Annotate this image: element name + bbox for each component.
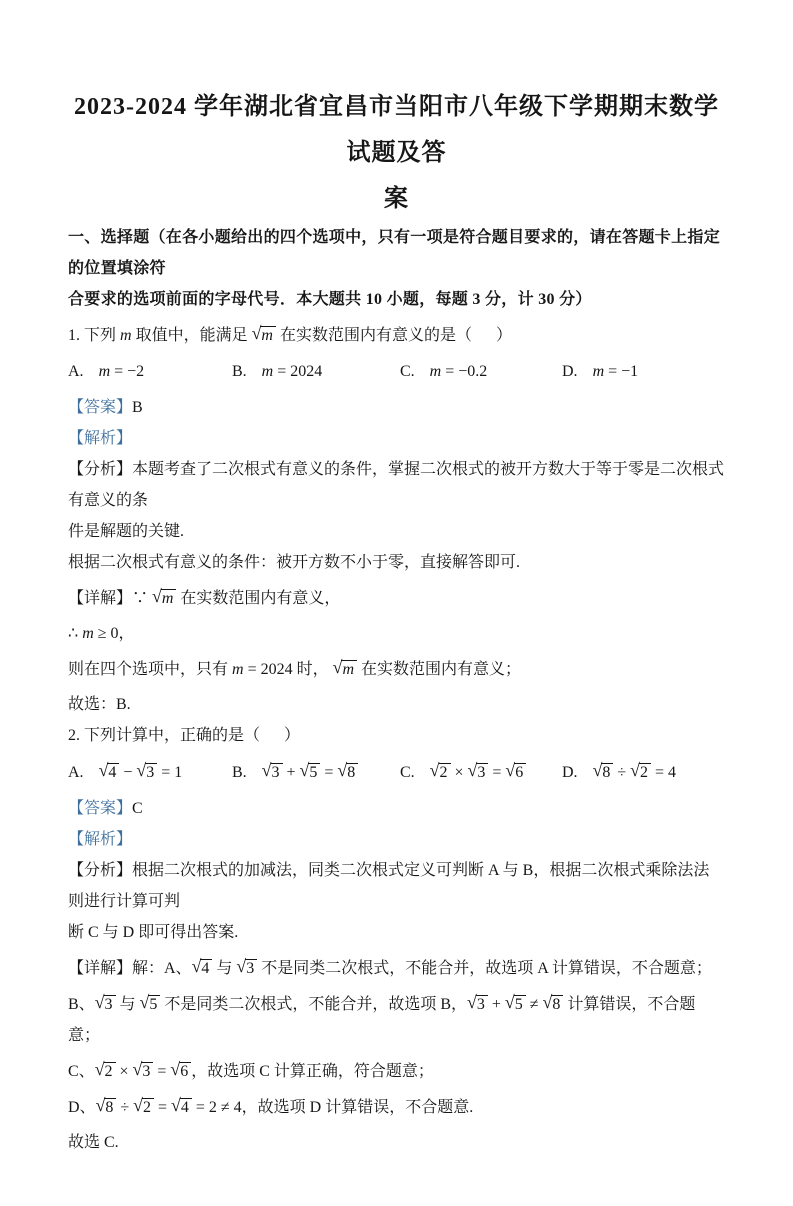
text-segment: + [487,996,505,1013]
sqrt-expression [333,653,357,685]
text-segment: 一、选择题（在各小题给出的四个选项中，只有一项是符合题目要求的，请在答题卡上指定的位置填涂符 [68,229,721,277]
option-label: C. [400,363,415,380]
q1-options-a [68,356,232,387]
text-segment: 断 C 与 D 即可得出答案. [68,924,239,941]
option-label: A. [68,363,84,380]
radicand: 2 [104,1062,116,1081]
radicand: 3 [104,995,116,1014]
text-segment: m [98,363,111,380]
text-segment: = [154,1099,172,1116]
sqrt-expression [236,952,257,984]
radical-sign-icon: √ [94,1059,105,1079]
sqrt-expression [140,988,161,1020]
radical-sign-icon: √ [504,992,515,1012]
text-segment: = [488,764,506,781]
text-segment: 件是解题的关键. [68,523,185,540]
radicand: 5 [308,763,320,782]
text-segment: = [320,764,338,781]
text-segment: m [429,363,442,380]
q2-options-b [232,756,400,788]
text-segment: ∴ [68,625,83,642]
text-segment: m [592,363,605,380]
radical-sign-icon: √ [191,956,202,976]
radicand: m [341,660,357,679]
radical-sign-icon: √ [467,760,478,780]
q2-options-a [68,756,232,788]
radicand: 6 [179,1062,191,1081]
radical-sign-icon: √ [139,992,150,1012]
q1-options-b [232,356,400,387]
text-segment: + [282,764,300,781]
bracket-label: 【解析】 [68,430,133,447]
q1-answer [68,392,725,423]
document-body [68,222,725,1158]
text-segment: 故选：B. [68,696,131,713]
text-segment: = 4 [651,764,677,781]
radical-sign-icon: √ [170,1059,181,1079]
sqrt-expression [468,756,489,788]
text-segment: = −2 [110,363,145,380]
radical-sign-icon: √ [429,760,440,780]
radical-sign-icon: √ [132,1059,143,1079]
text-segment: = −1 [604,363,639,380]
sqrt-expression [192,952,213,984]
q2-conclusion [68,1127,725,1158]
text-segment: ， [118,625,135,642]
sqrt-expression [152,582,176,614]
radical-sign-icon: √ [505,760,516,780]
text-segment: = 2 ≠ 4 [191,1099,242,1116]
text-segment: m [232,661,244,678]
radical-sign-icon: √ [592,760,603,780]
q1-fenxi-line1 [68,454,725,516]
text-segment: C、 [68,1063,95,1080]
text-segment: 与 [115,996,140,1013]
q2-xiangjie-c [68,1055,725,1087]
sqrt-expression [133,1091,154,1123]
sqrt-expression [543,988,564,1020]
q1-conclusion [68,689,725,720]
q1-fenxi-line3 [68,547,725,578]
text-segment: ÷ [613,764,631,781]
radical-sign-icon: √ [171,1095,181,1115]
document-title [68,84,725,222]
radical-sign-icon: √ [332,657,343,677]
option-label: A. [68,764,84,781]
text-segment: ≠ [525,996,543,1013]
radical-sign-icon: √ [133,1095,143,1115]
text-segment: D、 [68,1099,96,1116]
text-segment: 在实数范围内有意义； [357,661,522,678]
option-label: D. [562,363,578,380]
q1-options [68,356,725,387]
q1-jiexi-label [68,423,725,454]
sqrt-expression [170,1055,191,1087]
bracket-label: 【解析】 [68,831,133,848]
sqrt-expression [99,756,120,788]
text-segment: m [82,625,94,642]
text-segment: m [120,327,132,344]
q1-options-d [562,356,638,387]
option-label: D. [562,764,578,781]
sqrt-expression [505,988,526,1020]
text-segment: ，故选项 D 计算错误，不合题意. [241,1099,474,1116]
text-segment: 时， [292,661,333,678]
text-segment: B、 [68,996,95,1013]
q2-options [68,756,725,788]
option-label: C. [400,764,415,781]
text-segment: × [450,764,468,781]
radical-sign-icon: √ [299,760,310,780]
q2-stem [68,720,725,751]
radicand: 5 [514,995,526,1014]
radical-sign-icon: √ [136,760,147,780]
radicand: m [161,589,177,608]
text-segment: 【分析】根据二次根式的加减法，同类二次根式定义可判断 A 与 B，根据二次根式乘除法法则进行计算可判 [68,862,710,910]
radicand: 4 [107,763,119,782]
radical-sign-icon: √ [261,760,272,780]
document-title-line1: 2023-2024 学年湖北省宜昌市当阳市八年级下学期期末数学试题及答 [74,94,719,166]
section1-heading-line1 [68,222,725,284]
text-segment: 【分析】本题考查了二次根式有意义的条件，掌握二次根式的被开方数大于等于零是二次根式有意义的条 [68,461,725,509]
radicand: 8 [346,763,358,782]
text-segment: 根据二次根式有意义的条件：被开方数不小于零，直接解答即可. [68,554,521,571]
text-segment: − [119,764,137,781]
radical-sign-icon: √ [251,323,262,343]
sqrt-expression [300,756,321,788]
sqrt-expression [630,756,651,788]
radical-sign-icon: √ [630,760,640,780]
option-label: B. [232,363,247,380]
radical-sign-icon: √ [467,992,477,1012]
sqrt-expression [136,756,157,788]
text-segment: 不是同类二次根式，不能合并，故选项 B， [160,996,468,1013]
q1-options-c [400,356,562,387]
radicand: 5 [148,995,160,1014]
bracket-label: 【答案】 [68,399,133,416]
sqrt-expression [95,1055,116,1087]
text-segment: 2. 下列计算中，正确的是（ ） [68,727,301,744]
q1-fenxi-line2 [68,516,725,547]
radicand: 2 [142,1098,154,1117]
radical-sign-icon: √ [542,992,553,1012]
radical-sign-icon: √ [98,760,109,780]
q2-answer [68,793,725,824]
q1-stem [68,319,725,351]
text-segment: 计算错误，不合题意； [68,996,696,1044]
text-segment: 【详解】∵ [68,590,153,607]
document-page [0,84,793,1158]
text-segment: 故选 C. [68,1134,119,1151]
text-segment: 与 [212,960,237,977]
radicand: 8 [601,763,613,782]
sqrt-expression [95,988,116,1020]
q1-xiangjie-line2 [68,618,725,649]
radical-sign-icon: √ [95,1095,106,1115]
text-segment: C [132,800,143,817]
sqrt-expression [505,756,526,788]
sqrt-expression [252,319,276,351]
q1-xiangjie-line1 [68,582,725,614]
text-segment: = −0.2 [441,363,488,380]
radicand: 4 [180,1098,192,1117]
radicand: 8 [104,1098,116,1117]
text-segment: ，故选项 C 计算正确，符合题意； [191,1063,434,1080]
q2-options-c [400,756,562,788]
sqrt-expression [467,988,488,1020]
text-segment: 【详解】解：A、 [68,960,192,977]
section1-heading-line2 [68,284,725,315]
text-segment: 在实数范围内有意义， [176,590,341,607]
text-segment: = 2024 [243,661,293,678]
q2-xiangjie-a [68,952,725,984]
q1-xiangjie-line3 [68,653,725,685]
q2-fenxi-line2 [68,917,725,948]
document-title-line2: 案 [384,186,409,212]
text-segment: 取值中，能满足 [131,327,252,344]
text-segment: ≥ 0 [93,625,119,642]
sqrt-expression [96,1091,117,1123]
radicand: 2 [439,763,451,782]
text-segment: 1. 下列 [68,327,121,344]
radicand: m [260,326,276,345]
radical-sign-icon: √ [236,956,247,976]
radicand: 3 [271,763,283,782]
sqrt-expression [337,756,358,788]
sqrt-expression [593,756,614,788]
sqrt-expression [171,1091,192,1123]
radical-sign-icon: √ [94,992,105,1012]
text-segment: 在实数范围内有意义的是（ ） [275,327,512,344]
radicand: 3 [145,763,157,782]
text-segment: m [261,363,274,380]
q2-fenxi-line1 [68,855,725,917]
radical-sign-icon: √ [152,586,162,606]
text-segment: = 2024 [273,363,323,380]
option-label: B. [232,764,247,781]
q2-xiangjie-d [68,1091,725,1123]
radicand: 3 [141,1062,153,1081]
bracket-label: 【答案】 [68,800,133,817]
radicand: 3 [476,995,488,1014]
text-segment: ÷ [116,1099,134,1116]
text-segment: × [115,1063,133,1080]
text-segment: 则在四个选项中，只有 [68,661,233,678]
text-segment: = [153,1063,171,1080]
radicand: 8 [551,995,563,1014]
radicand: 2 [639,763,651,782]
radicand: 4 [200,959,212,978]
text-segment: 不是同类二次根式，不能合并，故选项 A 计算错误，不合题意； [257,960,712,977]
radicand: 6 [514,763,526,782]
radical-sign-icon: √ [337,760,348,780]
sqrt-expression [262,756,283,788]
sqrt-expression [133,1055,154,1087]
text-segment: B [132,399,143,416]
q2-jiexi-label [68,824,725,855]
q2-xiangjie-b [68,988,725,1051]
radicand: 3 [245,959,257,978]
sqrt-expression [430,756,451,788]
text-segment: = 1 [157,764,183,781]
q2-options-d [562,756,676,788]
text-segment: 合要求的选项前面的字母代号．本大题共 10 小题，每题 3 分，计 30 分） [68,291,592,308]
radicand: 3 [476,763,488,782]
